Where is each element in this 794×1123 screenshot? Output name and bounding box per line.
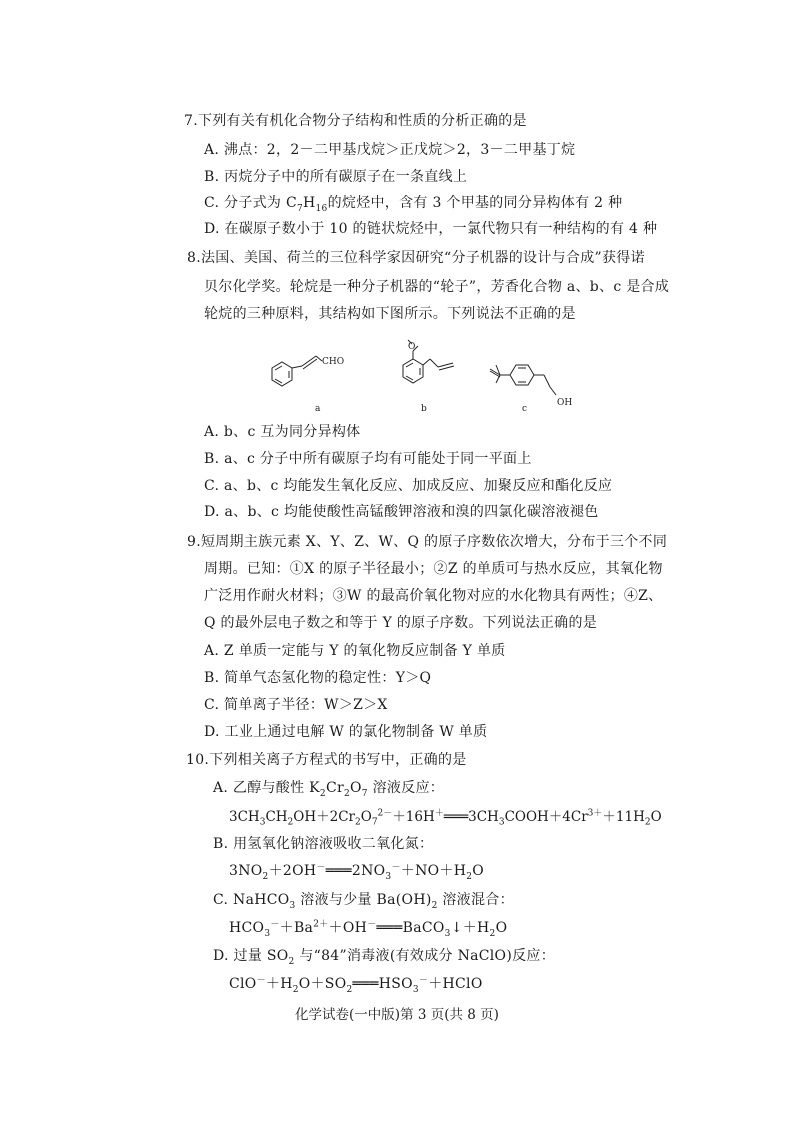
q8-option-b: B. a、c 分子中所有碳原子均有可能处于同一平面上	[204, 451, 532, 467]
q10-option-b: B. 用氢氧化钠溶液吸收二氧化氮：	[213, 836, 434, 852]
q9-stem-line-1: 9.短周期主族元素 X、Y、Z、W、Q 的原子序数依次增大，分布于三个不同	[187, 534, 668, 550]
mol-a-cho-label: CHO	[322, 357, 345, 367]
q8-stem-line-2: 贝尔化学奖。轮烷是一种分子机器的“轮子”，芳香化合物 a、b、c 是合成	[204, 279, 670, 295]
q10-option-c: C. NaHCO$_3$ 溶液与少量 $Ba(OH)_2$ 溶液混合：	[213, 892, 514, 911]
q7-option-d: D. 在碳原子数小于 10 的链状烷烃中，一氯代物只有一种结构的有 4 种	[204, 221, 658, 237]
q9-option-c: C. 简单离子半径：W＞Z＞X	[204, 697, 388, 713]
q9-option-a: A. Z 单质一定能与 Y 的氧化物反应制备 Y 单质	[204, 643, 506, 659]
q9-stem-line-4: Q 的最外层电子数之和等于 Y 的原子序数。下列说法正确的是	[204, 615, 598, 631]
q10-equation-b: $3NO_2+2OH^-═══2NO_3^-+NO+H_2O$	[229, 862, 485, 882]
q10-equation-a: $3CH_3CH_2OH+2Cr_2O_7^{2-}+16H^+═══3CH_3COOH+4Cr^{3+}+11H_2O$	[229, 808, 662, 828]
molecule-b-label: b	[421, 404, 427, 414]
molecule-a-label: a	[315, 404, 321, 414]
q9-stem-line-2: 周期。已知：①X 的原子半径最小；②Z 的单质可与热水反应，其氧化物	[204, 561, 663, 577]
q9-option-d: D. 工业上通过电解 W 的氯化物制备 W 单质	[204, 724, 488, 740]
molecule-a	[272, 356, 322, 386]
q10-option-a: A. 乙醇与酸性 $K_2Cr_2O_7$ 溶液反应：	[213, 780, 445, 799]
q10-stem: 10.下列相关离子方程式的书写中，正确的是	[186, 752, 467, 768]
mol-c-oh-label: OH	[557, 398, 573, 408]
q8-stem-line-1: 8.法国、美国、荷兰的三位科学家因研究“分子机器的设计与合成”获得诺	[187, 250, 645, 266]
q8-option-d: D. a、b、c 均能使酸性高锰酸钾溶液和溴的四氯化碳溶液褪色	[204, 504, 599, 520]
q9-option-b: B. 简单气态氢化物的稳定性：Y＞Q	[204, 670, 432, 686]
page-footer: 化学试卷(一中版)第 3 页(共 8 页)	[295, 1007, 499, 1023]
q7-stem: 7.下列有关有机化合物分子结构和性质的分析正确的是	[184, 113, 527, 129]
q10-equation-d: $ClO^-+H_2O+SO_2═══HSO_3^-+HClO$	[229, 975, 483, 995]
molecule-c-label: c	[522, 404, 528, 414]
q8-option-a: A. b、c 互为同分异构体	[204, 424, 361, 440]
q7-option-b: B. 丙烷分子中的所有碳原子在一条直线上	[204, 169, 468, 185]
q8-stem-line-3: 轮烷的三种原料，其结构如下图所示。下列说法不正确的是	[204, 306, 576, 322]
q7-option-c: C. 分子式为 $C_7H_{16}$的烷烃中，含有 3 个甲基的同分异构体有 2 种	[204, 195, 623, 214]
q10-option-d: D. 过量 $SO_2$ 与“84”消毒液(有效成分 NaClO)反应：	[213, 948, 555, 967]
q10-equation-c: $HCO_3^-+Ba^{2+}+OH^-═══BaCO_3↓+H_2O$	[229, 919, 508, 939]
mol-b-oxygen-label: O	[408, 342, 416, 352]
q8-option-c: C. a、b、c 均能发生氧化反应、加成反应、加聚反应和酯化反应	[204, 478, 613, 494]
q9-stem-line-3: 广泛用作耐火材料；③W 的最高价氧化物对应的水化物具有两性；④Z、	[204, 588, 663, 604]
q7-option-a: A. 沸点：2，2－二甲基戊烷＞正戊烷＞2，3－二甲基丁烷	[204, 142, 576, 158]
molecule-c	[490, 365, 556, 395]
